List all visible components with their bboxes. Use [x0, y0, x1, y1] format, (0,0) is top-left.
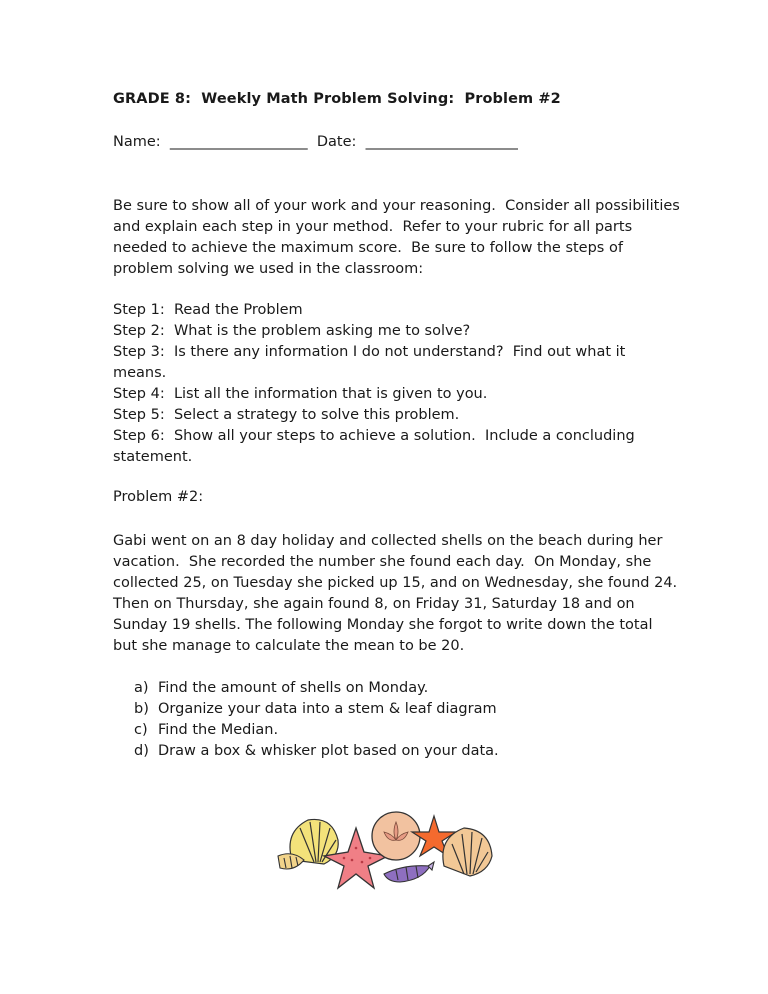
problem-statement [113, 531, 678, 657]
name-date-line: Name: ___________________ Date: _____________________ [113, 134, 518, 150]
spiral-shell-icon [384, 862, 434, 882]
instructions-line: and explain each step in your method. Refer to your rubric for all parts [113, 219, 633, 235]
task-list [134, 678, 499, 762]
task-text: Organize your data into a stem & leaf diagram [158, 701, 497, 717]
task-text: Draw a box & whisker plot based on your data. [158, 743, 499, 759]
task-text: Find the Median. [158, 722, 279, 738]
problem-line: collected 25, on Tuesday she picked up 15, and on Wednesday, she found 24. [113, 575, 678, 591]
step-line: means. [113, 365, 167, 381]
instructions-line: Be sure to show all of your work and your reasoning. Consider all possibilities [113, 198, 680, 214]
step-line: Step 6: Show all your steps to achieve a solution. Include a concluding [113, 428, 635, 444]
task-marker: c) [134, 722, 148, 738]
problem-heading: Problem #2: [113, 489, 204, 505]
problem-line: but she manage to calculate the mean to be 20. [113, 638, 465, 654]
worksheet-title: GRADE 8: Weekly Math Problem Solving: Problem #2 [113, 91, 561, 107]
task-item [134, 699, 499, 720]
task-item [134, 741, 499, 762]
problem-line: vacation. She recorded the number she found each day. On Monday, she [113, 554, 652, 570]
step-line: Step 1: Read the Problem [113, 302, 303, 318]
step-line: Step 3: Is there any information I do not understand? Find out what it [113, 344, 626, 360]
sand-dollar-icon [372, 812, 420, 860]
step-line: Step 5: Select a strategy to solve this problem. [113, 407, 460, 423]
step-line: Step 4: List all the information that is given to you. [113, 386, 488, 402]
task-text: Find the amount of shells on Monday. [158, 680, 429, 696]
task-marker: b) [134, 701, 149, 717]
task-item [134, 720, 499, 741]
task-marker: a) [134, 680, 149, 696]
task-item [134, 678, 499, 699]
problem-solving-steps [113, 300, 673, 468]
step-line: statement. [113, 449, 193, 465]
instructions-line: needed to achieve the maximum score. Be sure to follow the steps of [113, 240, 623, 256]
problem-line: Then on Thursday, she again found 8, on Friday 31, Saturday 18 and on [113, 596, 635, 612]
instructions-paragraph [113, 196, 680, 280]
instructions-line: problem solving we used in the classroom: [113, 261, 424, 277]
seashells-icon [274, 810, 496, 890]
step-line: Step 2: What is the problem asking me to solve? [113, 323, 471, 339]
task-marker: d) [134, 743, 149, 759]
problem-line: Gabi went on an 8 day holiday and collected shells on the beach during her [113, 533, 663, 549]
problem-line: Sunday 19 shells. The following Monday she forgot to write down the total [113, 617, 653, 633]
